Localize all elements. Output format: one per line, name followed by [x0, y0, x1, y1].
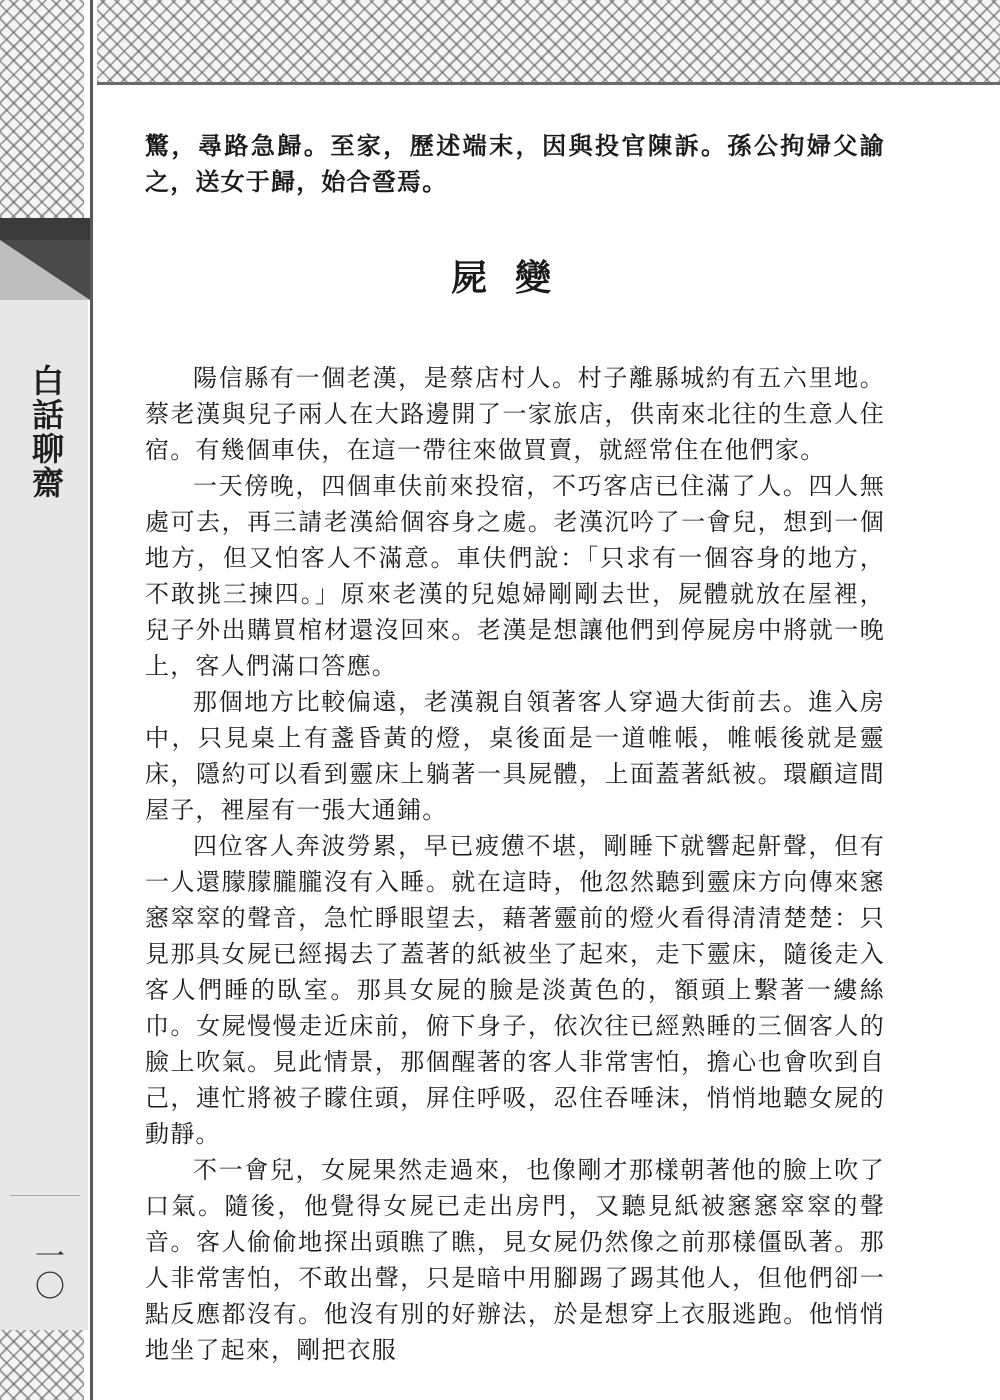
- paragraph: 陽信縣有一個老漢，是蔡店村人。村子離縣城約有五六里地。蔡老漢與兒子兩人在大路邊開了一家旅店，供南來北往的生意人住宿。有幾個車伕，在這一帶往來做買賣，就經常住在他們家。: [145, 364, 885, 464]
- left-pattern-strip-top: [0, 0, 84, 218]
- paragraph: 四位客人奔波勞累，早已疲憊不堪，剛睡下就響起鼾聲，但有一人還朦朦朧朧沒有入睡。就在這時，他忽然聽到靈床方向傳來窸窸窣窣的聲音，急忙睜眼望去，藉著靈前的燈火看得清清楚楚：只見那具女屍已經揭去了蓋著的紙被坐了起來，走下靈床，隨後走入客人們睡的臥室。那具女屍的臉是淡黃色的，額頭上繫著一縷絲巾。女屍慢慢走近床前，俯下身子，依次往已經熟睡的三個客人的臉上吹氣。見此情景，那個醒著的客人非常害怕，擔心也會吹到自己，連忙將被子矇住頭，屏住呼吸，忍住吞唾沫，悄悄地聽女屍的動靜。: [145, 832, 885, 1148]
- chapter-title: 屍變: [450, 257, 579, 299]
- top-band-rule: [97, 82, 1000, 85]
- book-title: 白話聊齋: [27, 364, 65, 500]
- paragraph: 那個地方比較偏遠，老漢親自領著客人穿過大街前去。進入房中，只見桌上有盞昏黃的燈，桌後面是一道帷帳，帷帳後就是靈床，隱約可以看到靈床上躺著一具屍體，上面蓋著紙被。環顧這間屋子，裡屋有一張大通鋪。: [145, 688, 885, 824]
- sidebar-rule: [90, 0, 93, 1400]
- intro-paragraph: 驚，尋路急歸。至家，歷述端末，因與投官陳訴。孫公拘婦父諭之，送女于歸，始合巹焉。: [145, 131, 885, 196]
- page-number-divider: [10, 1195, 80, 1196]
- sidebar-dark-band: [0, 218, 90, 240]
- paragraph: 一天傍晚，四個車伕前來投宿，不巧客店已住滿了人。四人無處可去，再三請老漢給個容身之處。老漢沉吟了一會兒，想到一個地方，但又怕客人不滿意。車伕們說：「只求有一個容身的地方，不敢挑三揀四。」原來老漢的兒媳婦剛剛去世，屍體就放在屋裡，兒子外出購買棺材還沒回來。老漢是想讓他們到停屍房中將就一晚上，客人們滿口答應。: [145, 472, 885, 680]
- left-pattern-strip-bottom: [0, 1330, 84, 1400]
- page-number: 一〇: [29, 1240, 64, 1300]
- paragraph: 不一會兒，女屍果然走過來，也像剛才那樣朝著他的臉上吹了口氣。隨後，他覺得女屍已走出房門，又聽見紙被窸窸窣窣的聲音。客人偷偷地探出頭瞧了瞧，見女屍仍然像之前那樣僵臥著。那人非常害怕，不敢出聲，只是暗中用腳踢了踢其他人，但他們卻一點反應都沒有。他沒有別的好辦法，於是想穿上衣服逃跑。他悄悄地坐了起來，剛把衣服: [145, 1156, 885, 1364]
- top-pattern-band: [97, 0, 1000, 82]
- page-content: [145, 128, 885, 1368]
